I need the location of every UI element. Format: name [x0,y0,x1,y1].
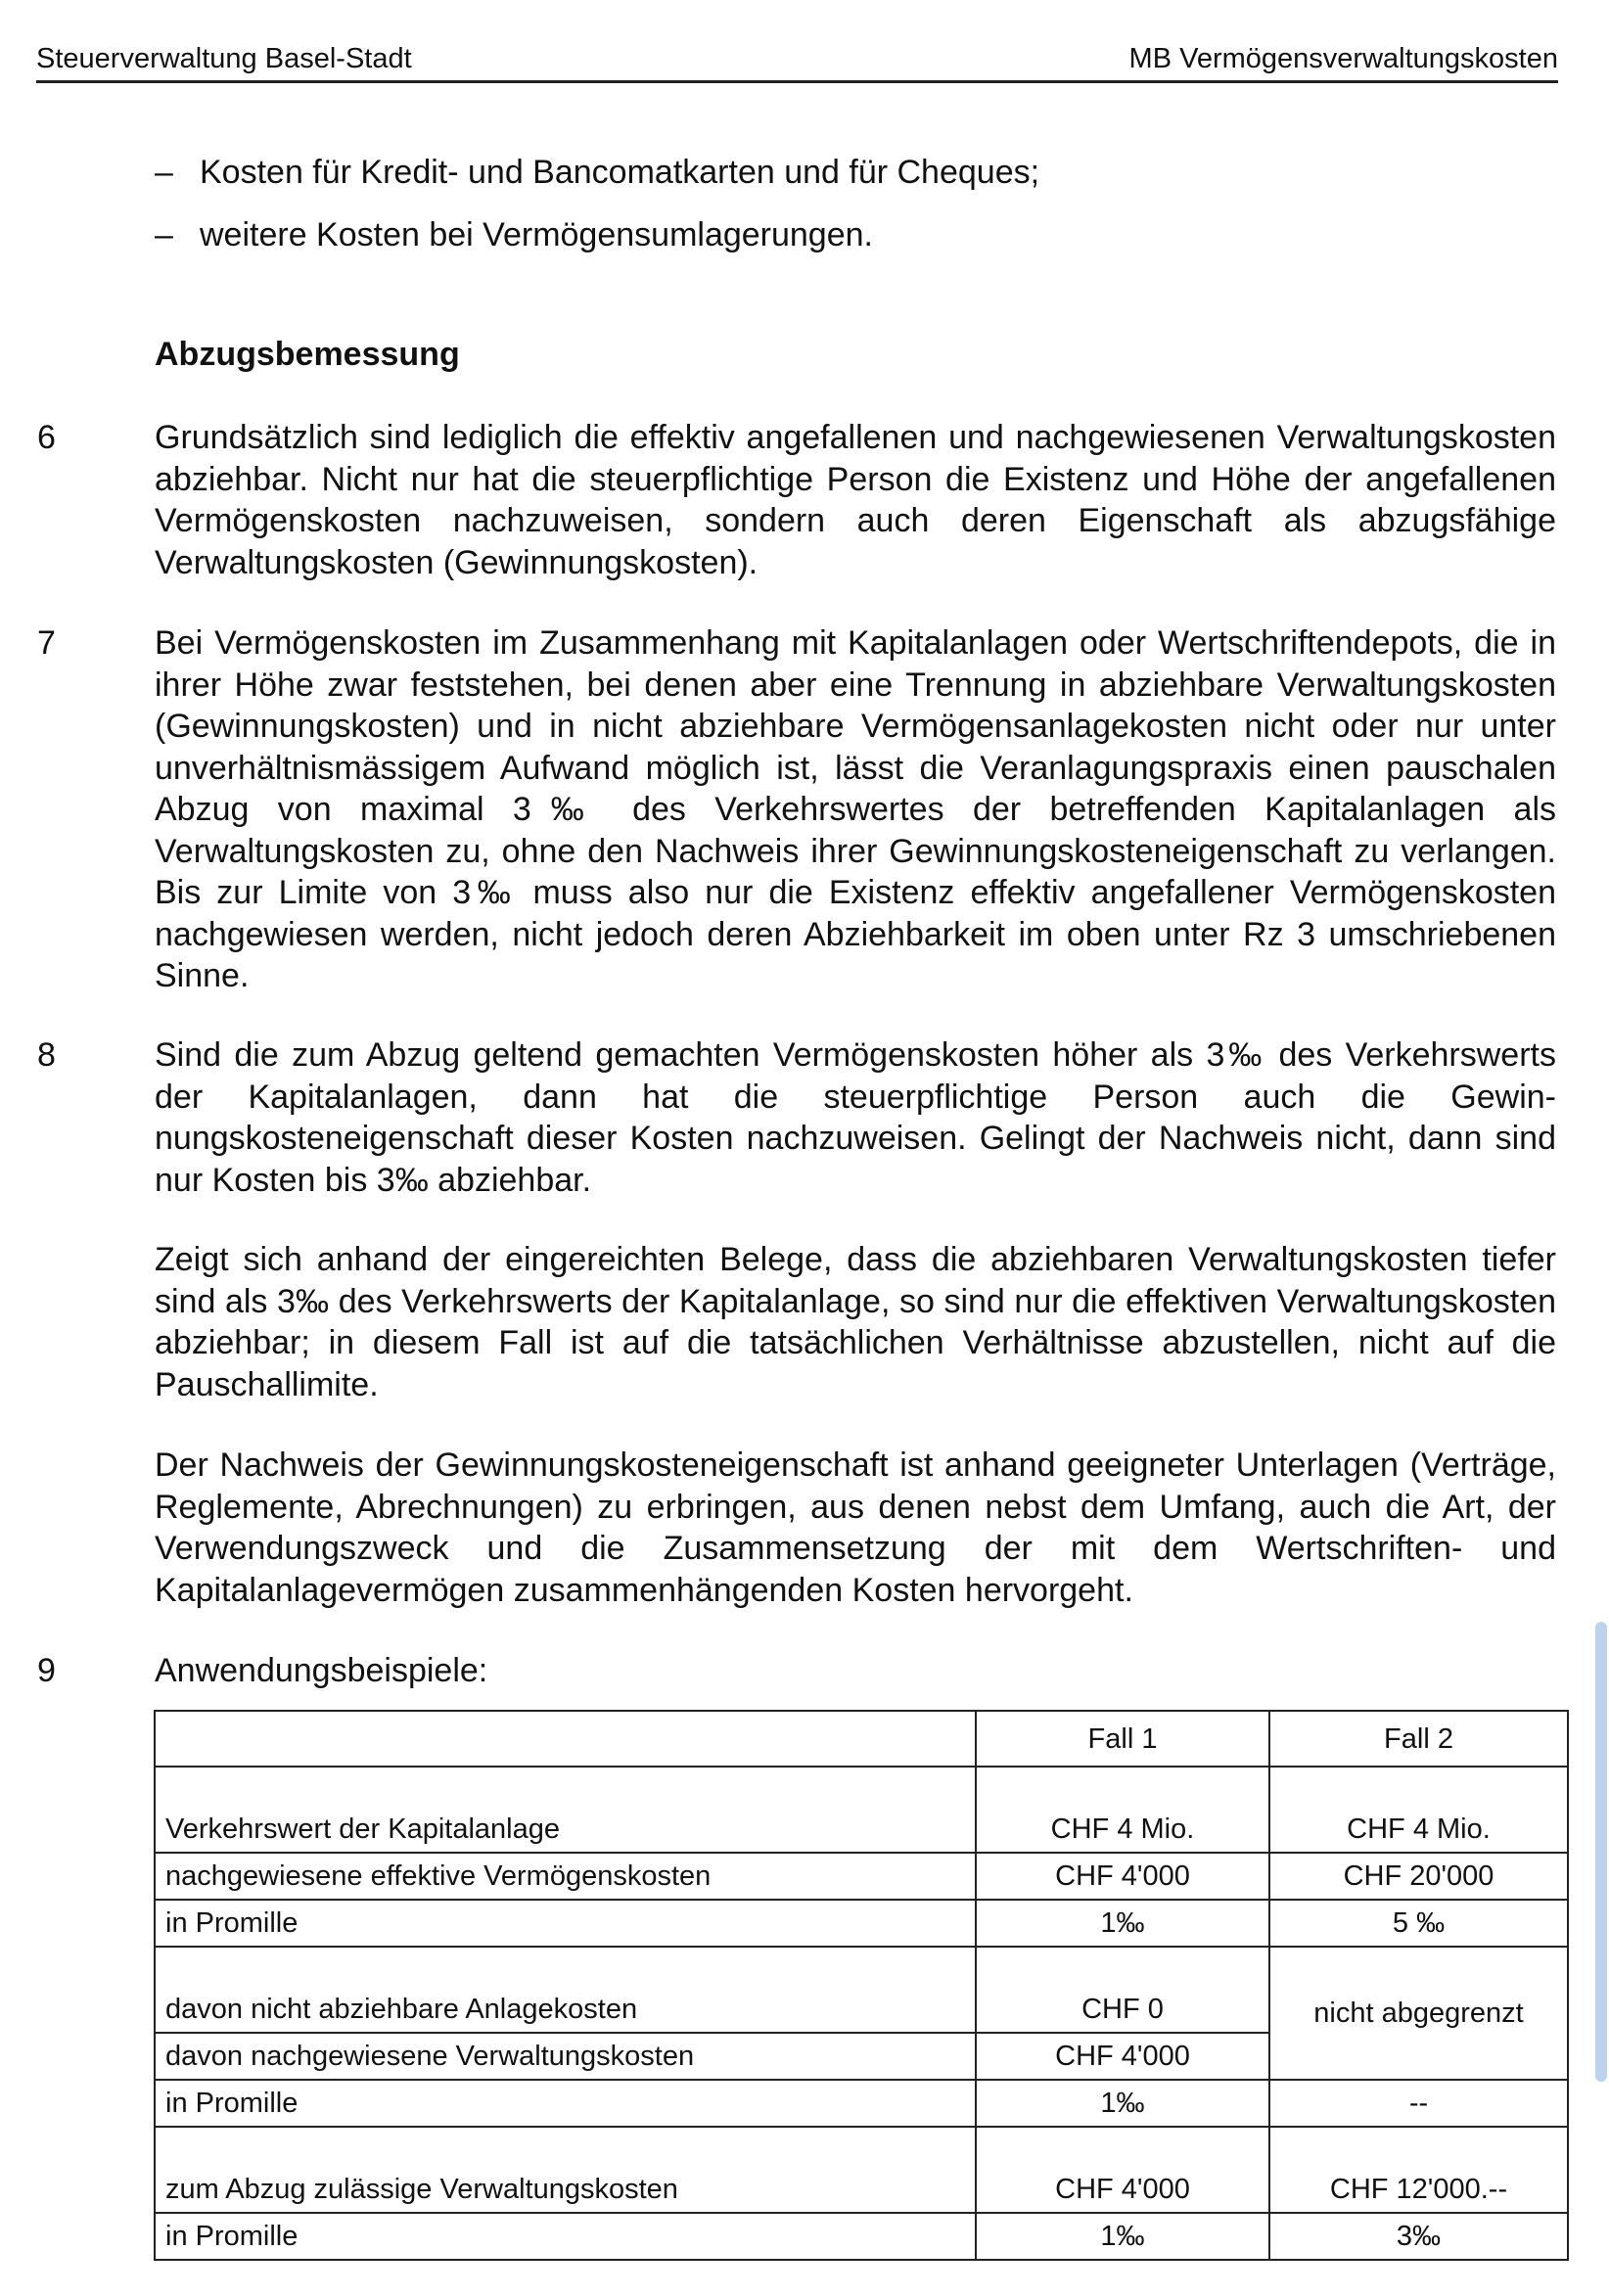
table-row [155,2213,1568,2260]
table-cell: CHF 4 Mio. [976,1767,1269,1853]
paragraph-number: 8 [37,1036,56,1074]
table-cell: in Promille [155,1900,976,1947]
paragraph-text: Anwendungsbeispiele: [155,1652,488,1689]
page-header [36,39,1558,83]
paragraph-number: 9 [37,1652,56,1689]
bullet-dash: – [155,154,173,191]
paragraph-number: 7 [37,624,56,662]
table-cell: 3‰ [1269,2213,1568,2260]
header-left-title: Steuerverwaltung Basel-Stadt [36,43,412,74]
section-heading: Abzugsbemessung [155,336,460,373]
bullet-item [155,147,1554,209]
bullet-text: weitere Kosten bei Vermögensumlagerungen. [200,216,873,253]
paragraph-text: Der Nachweis der Gewinnungskosteneigenschaft ist anhand geeigneter Unterlagen (Verträge, Reglemente, Abrechnungen) zu erbringen, aus denen nebst dem Umfang, auch die Art, der Verwendungszweck und die Zusammensetzung der mit dem Wertschriften- und Kapitalanlagevermögen zusammenhängenden Kosten hervorgeht. [155,1446,1556,1609]
table-cell: Verkehrswert der Kapitalanlage [155,1767,976,1853]
table-cell: 1‰ [976,2213,1269,2260]
table-cell-merged: nicht abgegrenzt [1269,1947,1568,2080]
table-cell: CHF 12'000.-- [1269,2127,1568,2213]
table-cell: CHF 4'000 [976,2033,1269,2080]
header-right-title: MB Vermögensverwaltungskosten [1128,43,1558,74]
table-cell: -- [1269,2080,1568,2127]
bullet-list [155,147,1554,272]
bullet-text: Kosten für Kredit- und Bancomatkarten und für Cheques; [200,154,1040,191]
paragraph-text: Grundsätzlich sind lediglich die effektiv angefallenen und nachgewiesenen Verwaltungskosten abziehbar. Nicht nur hat die steuerpflichtige Person die Existenz und Höhe der angefallenen Vermögenskosten nachzuweisen, sondern auch deren Eigenschaft als abzugsfähige Verwaltungskosten (Gewinnungskosten). [155,419,1556,581]
table-row [155,1900,1568,1947]
bullet-item [155,209,1554,272]
table-cell: davon nachgewiesene Verwaltungskosten [155,2033,976,2080]
table-cell: CHF 4 Mio. [1269,1767,1568,1853]
table-cell: in Promille [155,2080,976,2127]
bullet-dash: – [155,216,173,253]
table-row [155,1947,1568,2033]
table-header-cell [155,1711,976,1767]
scrollbar-thumb[interactable] [1595,1622,1607,2082]
table-cell: in Promille [155,2213,976,2260]
table-cell: CHF 4'000 [976,2127,1269,2213]
table-header-row [155,1711,1568,1767]
table-cell: CHF 4'000 [976,1853,1269,1900]
paragraph-number: 6 [37,419,56,456]
table-header-cell: Fall 1 [976,1711,1269,1767]
examples-table [154,1710,1569,2261]
table-cell: nachgewiesene effektive Vermögenskosten [155,1853,976,1900]
table-row [155,2127,1568,2213]
table-row [155,1853,1568,1900]
table-cell: davon nicht abziehbare Anlagekosten [155,1947,976,2033]
table-cell: CHF 20'000 [1269,1853,1568,1900]
table-row [155,1767,1568,1853]
paragraph-text: Sind die zum Abzug geltend gemachten Vermögenskosten höher als 3‰ des Verkehrswerts der Kapitalanlagen, dann hat die steuerpflichtige Person auch die Gewinnungskosteneigenschaft dieser Kosten nachzuweisen. Gelingt der Nachweis nicht, dann sind nur Kosten bis 3‰ abziehbar. [155,1036,1556,1199]
table-header-cell: Fall 2 [1269,1711,1568,1767]
paragraph-text: Zeigt sich anhand der eingereichten Belege, dass die abziehbaren Verwaltungskosten tiefer sind als 3‰ des Verkehrswerts der Kapitalanlage, so sind nur die effektiven Verwaltungskosten abziehbar; in diesem Fall ist auf die tatsächlichen Verhältnisse abzustellen, nicht auf die Pauschallimite. [155,1241,1556,1403]
table-cell: CHF 0 [976,1947,1269,2033]
table-cell: zum Abzug zulässige Verwaltungskosten [155,2127,976,2213]
paragraph-text: Bei Vermögenskosten im Zusammenhang mit Kapitalanlagen oder Wertschriftendepots, die in ihrer Höhe zwar feststehen, bei denen aber eine Trennung in abziehbare Verwaltungskosten (Gewinnungskosten) und in nicht abziehbare Vermögensanlagekosten nicht oder nur unter unverhältnismässigem Aufwand möglich ist, lässt die Veranlagungspraxis einen pauschalen Abzug von maximal 3‰ des Verkehrswertes der betreffenden Kapitalanlagen als Verwaltungskosten zu, ohne den Nachweis ihrer Gewinnungskosteneigenschaft zu verlangen. Bis zur Limite von 3‰ muss also nur die Existenz effektiv angefallener Vermögenskosten nachgewiesen werden, nicht jedoch deren Abziehbarkeit im oben unter Rz 3 umschriebenen Sinne. [155,624,1556,994]
table-cell: 1‰ [976,2080,1269,2127]
table-cell: 5 ‰ [1269,1900,1568,1947]
table-row [155,2080,1568,2127]
table-cell: 1‰ [976,1900,1269,1947]
